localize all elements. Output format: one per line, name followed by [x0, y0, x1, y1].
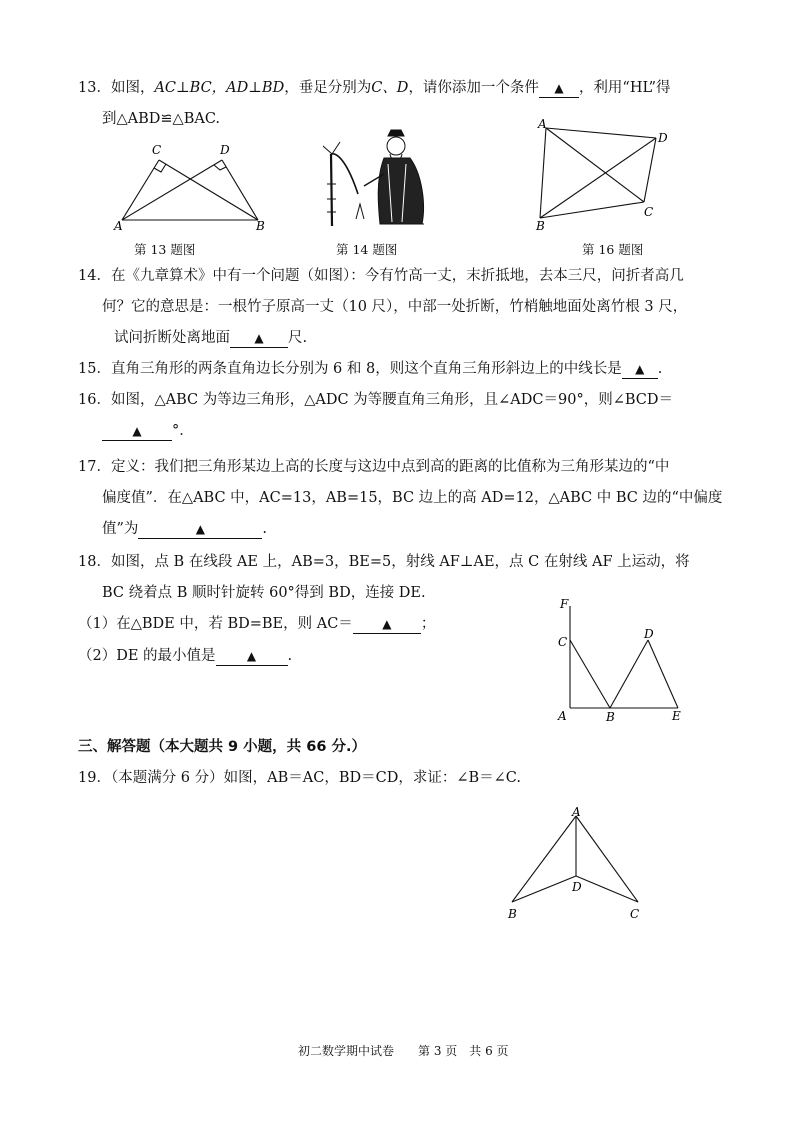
fig14-person-head	[387, 137, 405, 155]
fig16-segment-AB	[540, 128, 546, 218]
q14-line2: 何？它的意思是：一根竹子原高一丈（10 尺），中部一处折断，竹梢触地面处离竹根 3 尺，	[102, 299, 688, 315]
fig16-label-D: D	[658, 131, 668, 145]
fig13-segment-DB	[222, 160, 258, 220]
fig13-segment-AC	[122, 160, 159, 220]
q18-part1-answer-blank[interactable]	[353, 615, 421, 634]
q13-text-d: C、D	[371, 80, 409, 96]
section3-heading: 三、解答题（本大题共 9 小题，共 66 分.）	[78, 739, 366, 755]
fig16-segment-AC	[546, 128, 644, 202]
q18-part2-text: （2）DE 的最小值是	[78, 648, 216, 664]
q16-line2	[102, 421, 194, 441]
q19-line: 19．（本题满分 6 分）如图，AB＝AC，BD＝CD，求证：∠B＝∠C.	[78, 770, 521, 786]
fig14-person-hat	[388, 130, 404, 136]
q13-text-f: ，利用“HL”得	[578, 80, 671, 96]
fig14-bamboo-shoot	[356, 204, 364, 219]
q13-text-c: ，垂足分别为	[284, 80, 372, 96]
fig14-bamboo-stalk	[331, 154, 332, 226]
q15-text: 15．直角三角形的两条直角边长分别为 6 和 8，则这个直角三角形斜边上的中线长是	[78, 361, 622, 377]
q15-tail: .	[657, 361, 663, 377]
q15-answer-blank[interactable]	[622, 360, 658, 379]
fig14-caption: 第 14 题图	[336, 242, 398, 257]
q18-part2-tail: .	[287, 648, 293, 664]
fig16-label-B: B	[536, 219, 545, 232]
q17-text-a: 值”为	[102, 521, 139, 537]
fig18-label-B: B	[606, 710, 615, 724]
fig13-right-angle-D	[214, 165, 226, 170]
figure-18	[554, 594, 688, 726]
q18-part2-answer-blank[interactable]	[216, 647, 288, 666]
q13-text-b: AC⊥BC，AD⊥BD	[154, 80, 285, 96]
fig18-label-A: A	[558, 709, 567, 723]
q14-line1: 14．在《九章算术》中有一个问题（如图）：今有竹高一丈，末折抵地，去本三尺，问折者高几	[78, 268, 684, 284]
fig19-label-D: D	[572, 880, 582, 894]
q17-text-b: .	[262, 521, 268, 537]
q14-answer-blank[interactable]	[230, 329, 288, 348]
fig16-segment-BD	[540, 138, 656, 218]
q18-part1	[78, 614, 435, 634]
q16-line1: 16．如图，△ABC 为等边三角形，△ADC 为等腰直角三角形，且∠ADC＝90°，则∠BCD＝	[78, 392, 673, 408]
q17-line2: 偏度值”．在△ABC 中，AC=13，AB=15，BC 边上的高 AD=12，△ABC 中 BC 边的“中偏度	[102, 490, 723, 506]
q13-answer-blank[interactable]	[539, 79, 579, 98]
q17-blank-marker: ▲	[195, 522, 206, 536]
fig18-segment-BD	[610, 640, 648, 708]
q18-part1-tail: ；	[420, 616, 436, 632]
fig13-label-D: D	[220, 143, 230, 157]
fig18-label-F: F	[560, 597, 569, 611]
fig18-segment-CB	[570, 640, 610, 708]
q14-text-a: 试问折断处离地面	[114, 330, 230, 346]
q17-answer-blank[interactable]	[138, 520, 262, 539]
fig18-segment-DE	[648, 640, 678, 708]
q18-part2-blank-marker: ▲	[246, 649, 257, 663]
fig13-segment-CB	[159, 160, 258, 220]
q17-line3	[102, 519, 267, 539]
figure-19	[504, 804, 650, 926]
q16-tail: °．	[172, 423, 194, 439]
q13-line1	[78, 78, 671, 98]
q14-line3	[114, 328, 307, 348]
figure-13	[112, 140, 272, 232]
q18-part1-blank-marker: ▲	[382, 617, 392, 631]
page-footer: 初二数学期中试卷 第 3 页 共 6 页	[298, 1044, 509, 1058]
q13-text-e: ，请你添加一个条件	[408, 80, 539, 96]
fig18-label-E: E	[672, 709, 681, 723]
fig19-label-B: B	[508, 907, 517, 921]
fig14-bamboo-broken	[331, 154, 358, 194]
fig16-caption: 第 16 题图	[582, 242, 644, 257]
fig13-label-B: B	[256, 219, 265, 232]
q13-blank-marker: ▲	[554, 81, 564, 95]
fig16-label-C: C	[644, 205, 654, 219]
fig14-person-robe	[378, 158, 423, 224]
fig16-segment-CD	[644, 138, 656, 202]
fig18-label-D: D	[644, 627, 654, 641]
fig13-label-A: A	[114, 219, 123, 232]
q15-line	[78, 359, 662, 379]
fig19-label-C: C	[630, 907, 640, 921]
q18-part2	[78, 646, 292, 666]
fig16-segment-BC	[540, 202, 644, 218]
fig19-label-A: A	[572, 805, 581, 819]
fig14-bamboo-leaves	[323, 142, 340, 154]
q14-text-b: 尺.	[288, 330, 308, 346]
q18-line2: BC 绕着点 B 顺时针旋转 60°得到 BD，连接 DE.	[102, 585, 426, 601]
q18-part1-text: （1）在△BDE 中，若 BD=BE，则 AC＝	[78, 616, 353, 632]
q13-line2: 到△ABD≌△BAC.	[102, 111, 221, 127]
fig13-caption: 第 13 题图	[134, 242, 196, 257]
q17-line1: 17．定义：我们把三角形某边上高的长度与这边中点到高的距离的比值称为三角形某边的“中	[78, 459, 670, 475]
q14-blank-marker: ▲	[254, 331, 264, 345]
figure-14-illustration	[318, 124, 436, 232]
q18-line1: 18．如图，点 B 在线段 AE 上，AB=3，BE=5，射线 AF⊥AE，点 C 在射线 AF 上运动，将	[78, 554, 690, 570]
fig13-segment-AD	[122, 160, 222, 220]
q15-blank-marker: ▲	[635, 362, 645, 376]
fig16-segment-AD	[546, 128, 656, 138]
q16-answer-blank[interactable]	[102, 422, 172, 441]
fig13-label-C: C	[152, 143, 162, 157]
q16-blank-marker: ▲	[132, 424, 142, 438]
figure-16	[534, 116, 674, 232]
fig16-label-A: A	[538, 117, 547, 131]
fig18-label-C: C	[558, 635, 568, 649]
q13-text-a: 13．如图，	[78, 80, 155, 96]
